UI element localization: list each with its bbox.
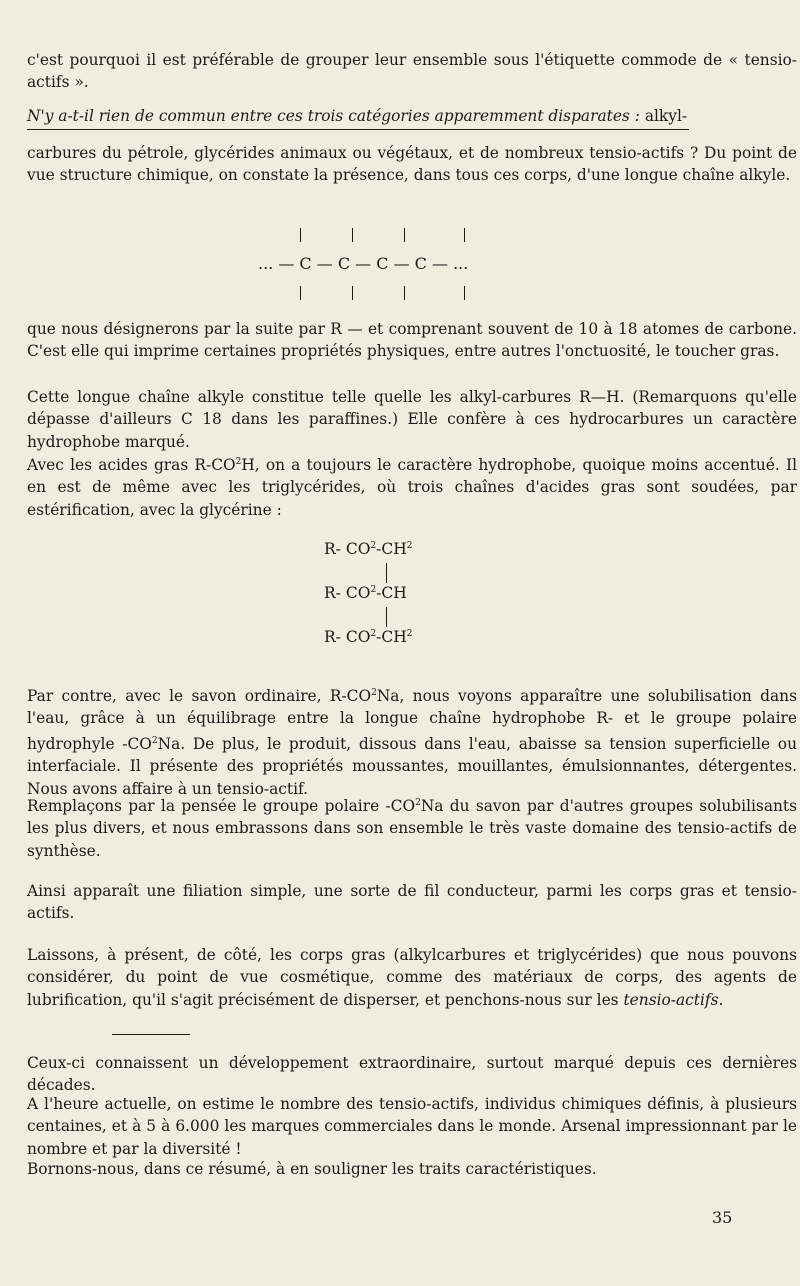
alkyl-chain-formula [258,226,528,312]
paragraph-2: carbures du pétrole, glycérides animaux ou végétaux, et de nombreux tensio-actifs ? Du point de vue structure chimique, on constate la présence, dans tous ces corps, d'une longue chaîne alkyle. [27,144,797,185]
tri-sup: 2 [370,585,377,595]
tri-tail: -CH [376,584,407,602]
bond-down-2 [352,286,353,300]
triglyceride-formula [324,536,464,656]
bond-up-3 [404,228,405,242]
paragraph-8: Ainsi apparaît une filiation simple, une sorte de fil conducteur, parmi les corps gras et tensio-actifs. [27,882,797,923]
heading-question-text: N'y a-t-il rien de commun entre ces trois catégories apparemment disparates : [27,107,640,125]
bond-down-4 [464,286,465,300]
text-span: Na du savon par d'autres groupes solubilisants les plus divers, et nous embrassons dans son ensemble le très vaste domaine des tensio-actifs de synthèse. [27,797,797,860]
tri-group: CO [345,628,371,646]
paragraph-6 [27,682,797,800]
tri-sup: 2 [406,541,413,551]
bond-up-2 [352,228,353,242]
paragraph-9 [27,944,797,1011]
tri-row-2 [324,584,407,602]
tri-group: CO [345,540,371,558]
heading-underline [27,129,689,130]
text-span: H, on a toujours le caractère hydrophobe, quoique moins accentué. Il en est de même avec les triglycérides, où trois chaînes d'acides gras sont soudées, par estérification, avec la glycérine : [27,456,797,519]
text-span: Avec les acides gras R-CO [27,456,236,474]
bond-down-1 [300,286,301,300]
bond-up-4 [464,228,465,242]
tri-sup: 2 [406,629,413,639]
paragraph-7 [27,792,797,862]
paragraph-3: que nous désignerons par la suite par R — et comprenant souvent de 10 à 18 atomes de carbone. C'est elle qui imprime certaines propriétés physiques, entre autres l'onctuosité, le toucher gras. [27,320,797,361]
tri-tail: -CH [376,628,407,646]
italic-term: tensio-actifs. [623,990,724,1009]
heading-question [27,105,797,127]
tri-sup: 2 [370,541,377,551]
tri-row-3 [324,628,413,646]
text-span: Par contre, avec le savon ordinaire, R-CO [27,687,372,705]
paragraph-4: Cette longue chaîne alkyle constitue telle quelle les alkyl-carbures R—H. (Remarquons qu'elle dépasse d'ailleurs C 18 dans les paraffines.) Elle confère à ces hydrocarbures un caractère hydrophobe marqué. [27,388,797,451]
term-underline [112,1034,190,1035]
superscript: 2 [151,735,158,746]
heading-continuation: alkyl- [644,107,688,125]
tri-bond-1 [386,563,387,583]
tri-sup: 2 [370,629,377,639]
text-span: Laissons, à présent, de côté, les corps gras (alkylcarbures et triglycérides) que nous pouvons considérer, du point de vue cosmétique, comme des matériaux de corps, des agents de lubrification, qu'il s'agit précisément de disperser, et penchons-nous sur les [27,946,797,1009]
bond-down-3 [404,286,405,300]
tri-tail: -CH [376,540,407,558]
superscript: 2 [415,798,421,808]
tri-group: CO [345,584,371,602]
paragraph-11: A l'heure actuelle, on estime le nombre des tensio-actifs, individus chimiques définis, à plusieurs centaines, et à 5 à 6.000 les marques commerciales dans le monde. Arsenal impressionnant par le nombre et par la diversité ! [27,1095,797,1158]
text-span: Na, nous voyons apparaître une solubilisation dans l'eau, grâce à un équilibrage entre la longue chaîne hydrophobe R- et le groupe polaire hydrophyle -CO [27,687,797,753]
tri-bond-2 [386,607,387,627]
text-span: Remplaçons par la pensée le groupe polaire -CO [27,797,416,815]
paragraph-10: Ceux-ci connaissent un développement extraordinaire, surtout marqué depuis ces dernières décades. [27,1054,797,1095]
paragraph-12: Bornons-nous, dans ce résumé, à en souligner les traits caractéristiques. [27,1160,597,1178]
chain-text: ... — C — C — C — C — ... [258,254,469,273]
page-number: 35 [712,1208,733,1227]
paragraph-5 [27,451,797,521]
tri-r: R- [324,584,341,602]
paragraph-1: c'est pourquoi il est préférable de grouper leur ensemble sous l'étiquette commode de « tensio-actifs ». [27,51,797,92]
tri-r: R- [324,628,341,646]
tri-r: R- [324,540,341,558]
superscript: 2 [371,688,377,698]
bond-up-1 [300,228,301,242]
superscript: 2 [235,457,242,467]
text-span: Na. De plus, le produit, dissous dans l'eau, abaisse sa tension superficielle ou interfaciale. Il présente des propriétés moussantes, mouillantes, émulsionnantes, détergentes. Nous avons affaire à un tensio-actif. [27,734,797,798]
tri-row-1 [324,540,413,558]
